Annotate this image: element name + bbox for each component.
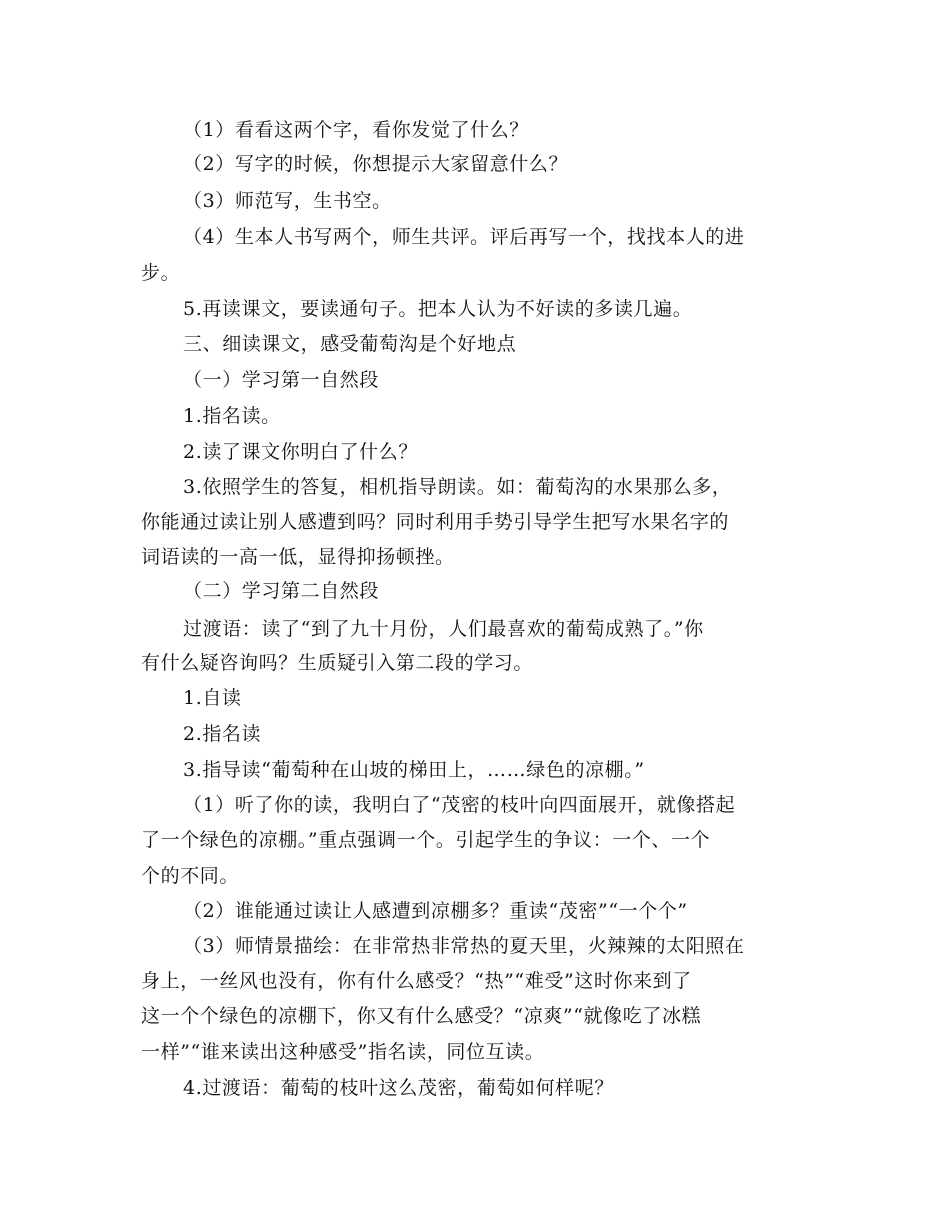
- text-line: 一样”“谁来读出这种感受”指名读，同位互读。: [141, 1041, 545, 1063]
- text-line: （1）看看这两个字，看你发觉了什么？: [183, 119, 529, 141]
- text-line: 个的不同。: [141, 865, 240, 887]
- text-line: （2）谁能通过读让人感遭到凉棚多？重读“茂密”“一个个”: [183, 900, 688, 922]
- text-line: （3）师情景描绘：在非常热非常热的夏天里，火辣辣的太阳照在: [183, 935, 745, 957]
- section-heading: 三、细读课文，感受葡萄沟是个好地点: [183, 333, 517, 355]
- text-line: 3.指导读“葡萄种在山坡的梯田上，……绿色的凉棚。”: [183, 759, 645, 781]
- text-line: 3.依照学生的答复，相机指导朗读。如：葡萄沟的水果那么多，: [183, 476, 732, 498]
- text-line: （2）写字的时候，你想提示大家留意什么？: [183, 153, 569, 175]
- text-line: 4.过渡语：葡萄的枝叶这么茂密，葡萄如何样呢？: [183, 1077, 614, 1099]
- text-line: （4）生本人书写两个，师生共评。评后再写一个，找找本人的进: [183, 226, 745, 248]
- text-line: 词语读的一高一低，显得抑扬顿挫。: [141, 546, 455, 568]
- text-line: （3）师范写，生书空。: [183, 190, 392, 212]
- text-line: 你能通过读让别人感遭到吗？同时利用手势引导学生把写水果名字的: [141, 511, 730, 533]
- text-line: 1.指名读。: [183, 405, 281, 427]
- text-line: 步。: [141, 262, 181, 284]
- text-line: （1）听了你的读，我明白了“茂密的枝叶向四面展开，就像搭起: [183, 794, 736, 816]
- subsection-heading: （一）学习第一自然段: [183, 369, 380, 391]
- text-line: 有什么疑咨询吗？生质疑引入第二段的学习。: [141, 652, 534, 674]
- text-line: 身上，一丝风也没有，你有什么感受？“热”“难受”这时你来到了: [141, 970, 692, 992]
- text-line: 这一个个绿色的凉棚下，你又有什么感受？“凉爽”“就像吃了冰糕: [141, 1005, 702, 1027]
- text-line: 2.指名读: [183, 723, 262, 745]
- text-line: 过渡语：读了“到了九十月份，人们最喜欢的葡萄成熟了。”你: [183, 618, 704, 640]
- text-line: 了一个绿色的凉棚。”重点强调一个。引起学生的争议：一个、一个: [141, 829, 711, 851]
- text-line: 2.读了课文你明白了什么？: [183, 441, 418, 463]
- text-line: 1.自读: [183, 687, 242, 709]
- text-line: 5.再读课文，要读通句子。把本人认为不好读的多读几遍。: [183, 298, 693, 320]
- subsection-heading: （二）学习第二自然段: [183, 580, 380, 602]
